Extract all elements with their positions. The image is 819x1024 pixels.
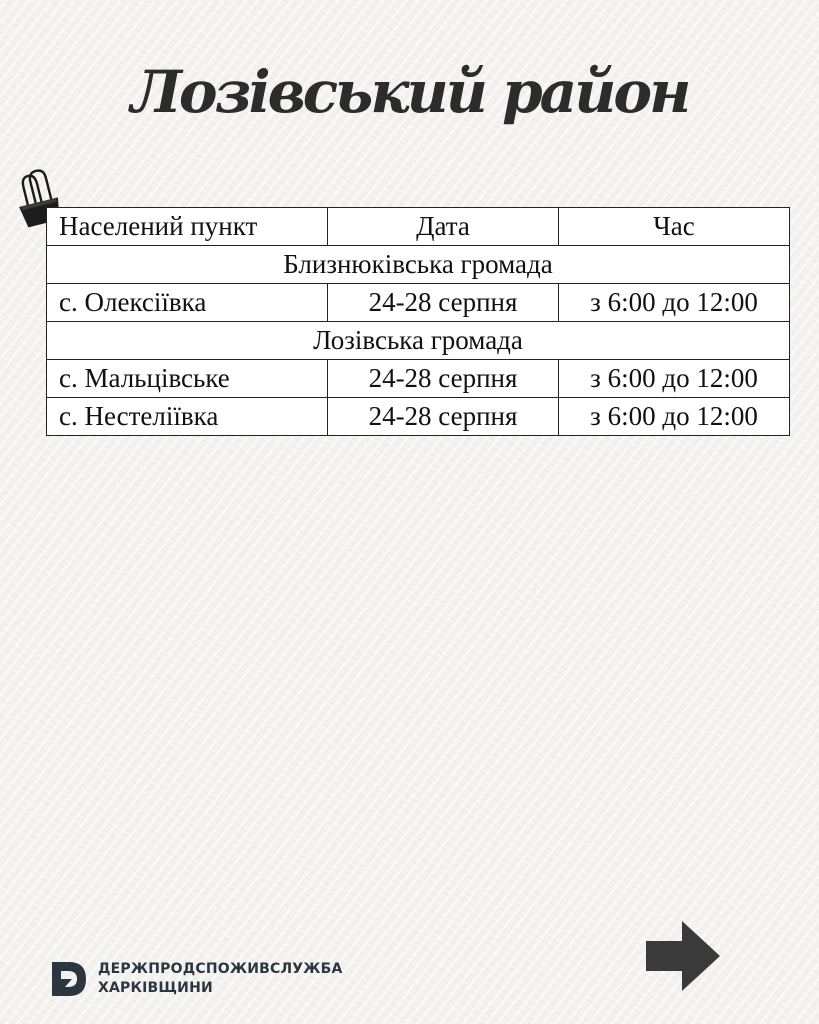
brand-logo xyxy=(52,960,343,998)
cell-place: с. Мальцівське xyxy=(47,360,328,398)
table-row xyxy=(47,284,790,322)
schedule-table xyxy=(46,207,790,436)
d-logo-icon xyxy=(52,962,86,996)
arrow-right-icon[interactable] xyxy=(646,921,720,991)
group-row xyxy=(47,246,790,284)
table-header-row xyxy=(47,208,790,246)
cell-date: 24-28 серпня xyxy=(328,284,559,322)
page-title: Лозівський район xyxy=(130,58,689,126)
cell-place: с. Нестеліївка xyxy=(47,398,328,436)
group-name: Лозівська громада xyxy=(47,322,790,360)
cell-time: з 6:00 до 12:00 xyxy=(559,360,790,398)
brand-line-2: ХАРКІВЩИНИ xyxy=(98,980,213,996)
brand-name xyxy=(98,960,343,998)
group-name: Близнюківська громада xyxy=(47,246,790,284)
cell-time: з 6:00 до 12:00 xyxy=(559,398,790,436)
table-row xyxy=(47,360,790,398)
header-time: Час xyxy=(559,208,790,246)
cell-date: 24-28 серпня xyxy=(328,360,559,398)
cell-place: с. Олексіївка xyxy=(47,284,328,322)
header-date: Дата xyxy=(328,208,559,246)
group-row xyxy=(47,322,790,360)
brand-line-1: ДЕРЖПРОДСПОЖИВСЛУЖБА xyxy=(98,961,343,977)
cell-date: 24-28 серпня xyxy=(328,398,559,436)
table-row xyxy=(47,398,790,436)
header-place: Населений пункт xyxy=(47,208,328,246)
cell-time: з 6:00 до 12:00 xyxy=(559,284,790,322)
